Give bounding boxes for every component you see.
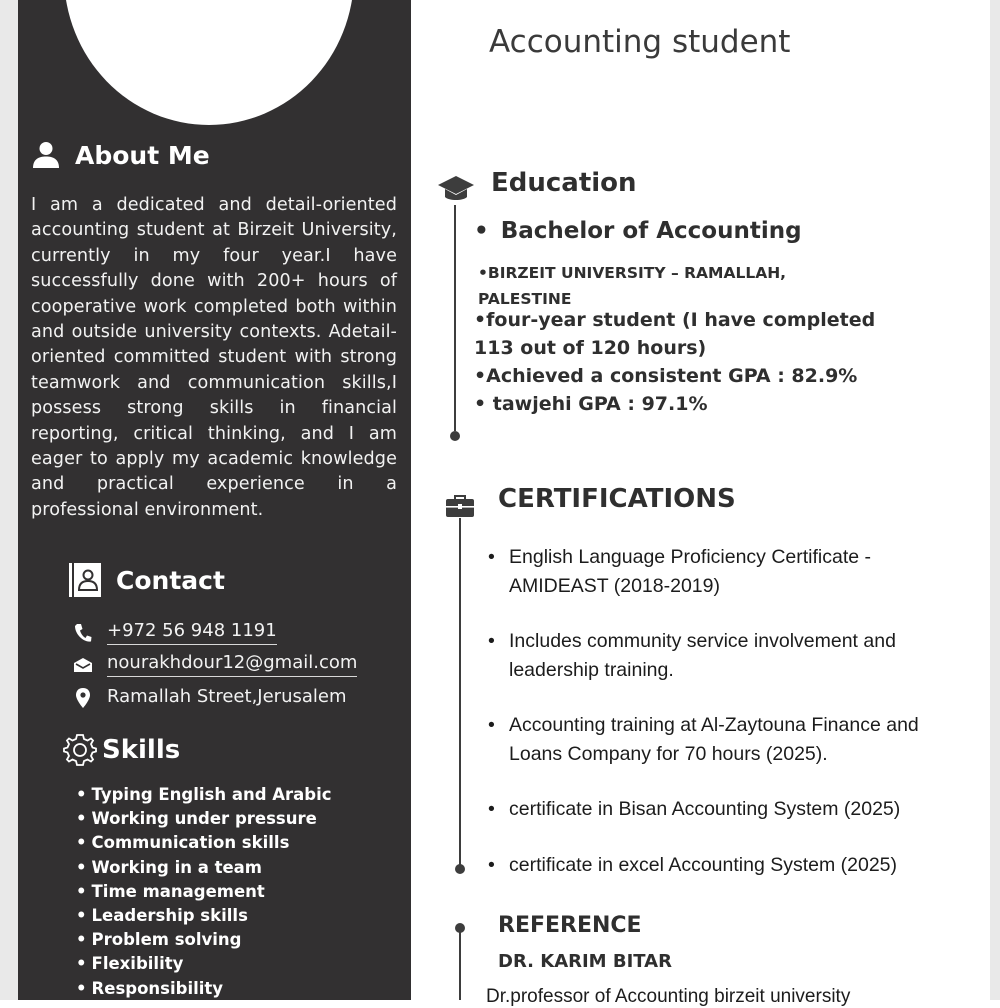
degree-title: • Bachelor of Accounting xyxy=(474,218,802,244)
contact-email-row xyxy=(73,652,357,677)
certification-item: • certificate in Bisan Accounting System (2025) xyxy=(488,795,958,824)
graduation-cap-icon xyxy=(437,174,475,206)
sidebar xyxy=(18,0,411,1000)
skill-item: • Time management xyxy=(76,880,332,904)
certification-item: • Includes community service involvement and leadership training. xyxy=(488,627,958,684)
skill-item: • Working in a team xyxy=(76,856,332,880)
skill-item: • Leadership skills xyxy=(76,904,332,928)
contact-title: Contact xyxy=(116,565,225,595)
profile-photo xyxy=(64,0,354,125)
timeline-dot xyxy=(455,864,465,874)
skill-item: • Flexibility xyxy=(76,952,332,976)
timeline-dot xyxy=(450,431,460,441)
skill-item: • Responsibility xyxy=(76,977,332,1000)
reference-name: DR. KARIM BITAR xyxy=(498,951,672,972)
contact-card-icon xyxy=(68,562,102,598)
skills-title: Skills xyxy=(102,735,181,765)
contact-heading xyxy=(68,562,225,598)
about-text: I am a dedicated and detail-oriented accounting student at Birzeit University, currently in my four year.I have successfully done with 200+ hours of cooperative work completed both within and outside university contexts. Adetail-oriented committed student with strong teamwork and communication skills,I possess strong skills in financial reporting, critical thinking, and I am eager to apply my academic knowledge and practical experience in a professional environment. xyxy=(31,195,397,520)
certifications-title: CERTIFICATIONS xyxy=(498,484,736,514)
about-title: About Me xyxy=(75,140,210,170)
skill-item: • Typing English and Arabic xyxy=(76,783,332,807)
reference-timeline xyxy=(459,928,461,1000)
certification-item: • certificate in excel Accounting System (2025) xyxy=(488,851,958,880)
contact-phone-row xyxy=(73,620,277,645)
reference-description: Dr.professor of Accounting birzeit university xyxy=(486,986,851,1007)
skill-item: • Working under pressure xyxy=(76,807,332,831)
page-edge-right xyxy=(990,0,1000,1000)
reference-title: REFERENCE xyxy=(498,913,642,938)
education-title: Education xyxy=(491,168,637,198)
skills-list xyxy=(76,783,332,1000)
about-heading xyxy=(31,140,210,170)
address-text: Ramallah Street,Jerusalem xyxy=(107,686,347,707)
gear-icon xyxy=(62,732,98,768)
page-edge-left xyxy=(0,0,18,1000)
tawjehi-text: • tawjehi GPA : 97.1% xyxy=(474,393,708,415)
contact-address-row xyxy=(73,686,347,710)
gpa-text: •Achieved a consistent GPA : 82.9% xyxy=(474,365,858,387)
role-title: Accounting student xyxy=(489,24,791,60)
phone-icon xyxy=(73,622,93,644)
envelope-icon xyxy=(73,654,93,676)
skill-item: • Problem solving xyxy=(76,928,332,952)
certifications-list xyxy=(488,543,958,906)
university-name: •BIRZEIT UNIVERSITY – RAMALLAH, PALESTINE xyxy=(478,264,787,308)
email-link[interactable]: nourakhdour12@gmail.com xyxy=(107,652,357,677)
education-detail: 113 out of 120 hours) xyxy=(474,337,707,359)
phone-link[interactable]: +972 56 948 1191 xyxy=(107,620,277,645)
certifications-timeline xyxy=(459,518,461,866)
location-pin-icon xyxy=(73,687,93,709)
education-detail: •four-year student (I have completed xyxy=(474,309,876,331)
user-icon xyxy=(31,140,61,170)
education-timeline xyxy=(454,205,456,431)
certification-item: • Accounting training at Al-Zaytouna Finance and Loans Company for 70 hours (2025). xyxy=(488,711,958,768)
skill-item: • Communication skills xyxy=(76,831,332,855)
certification-item: • English Language Proficiency Certificate - AMIDEAST (2018-2019) xyxy=(488,543,958,600)
skills-heading xyxy=(62,732,180,768)
briefcase-icon xyxy=(445,494,475,518)
